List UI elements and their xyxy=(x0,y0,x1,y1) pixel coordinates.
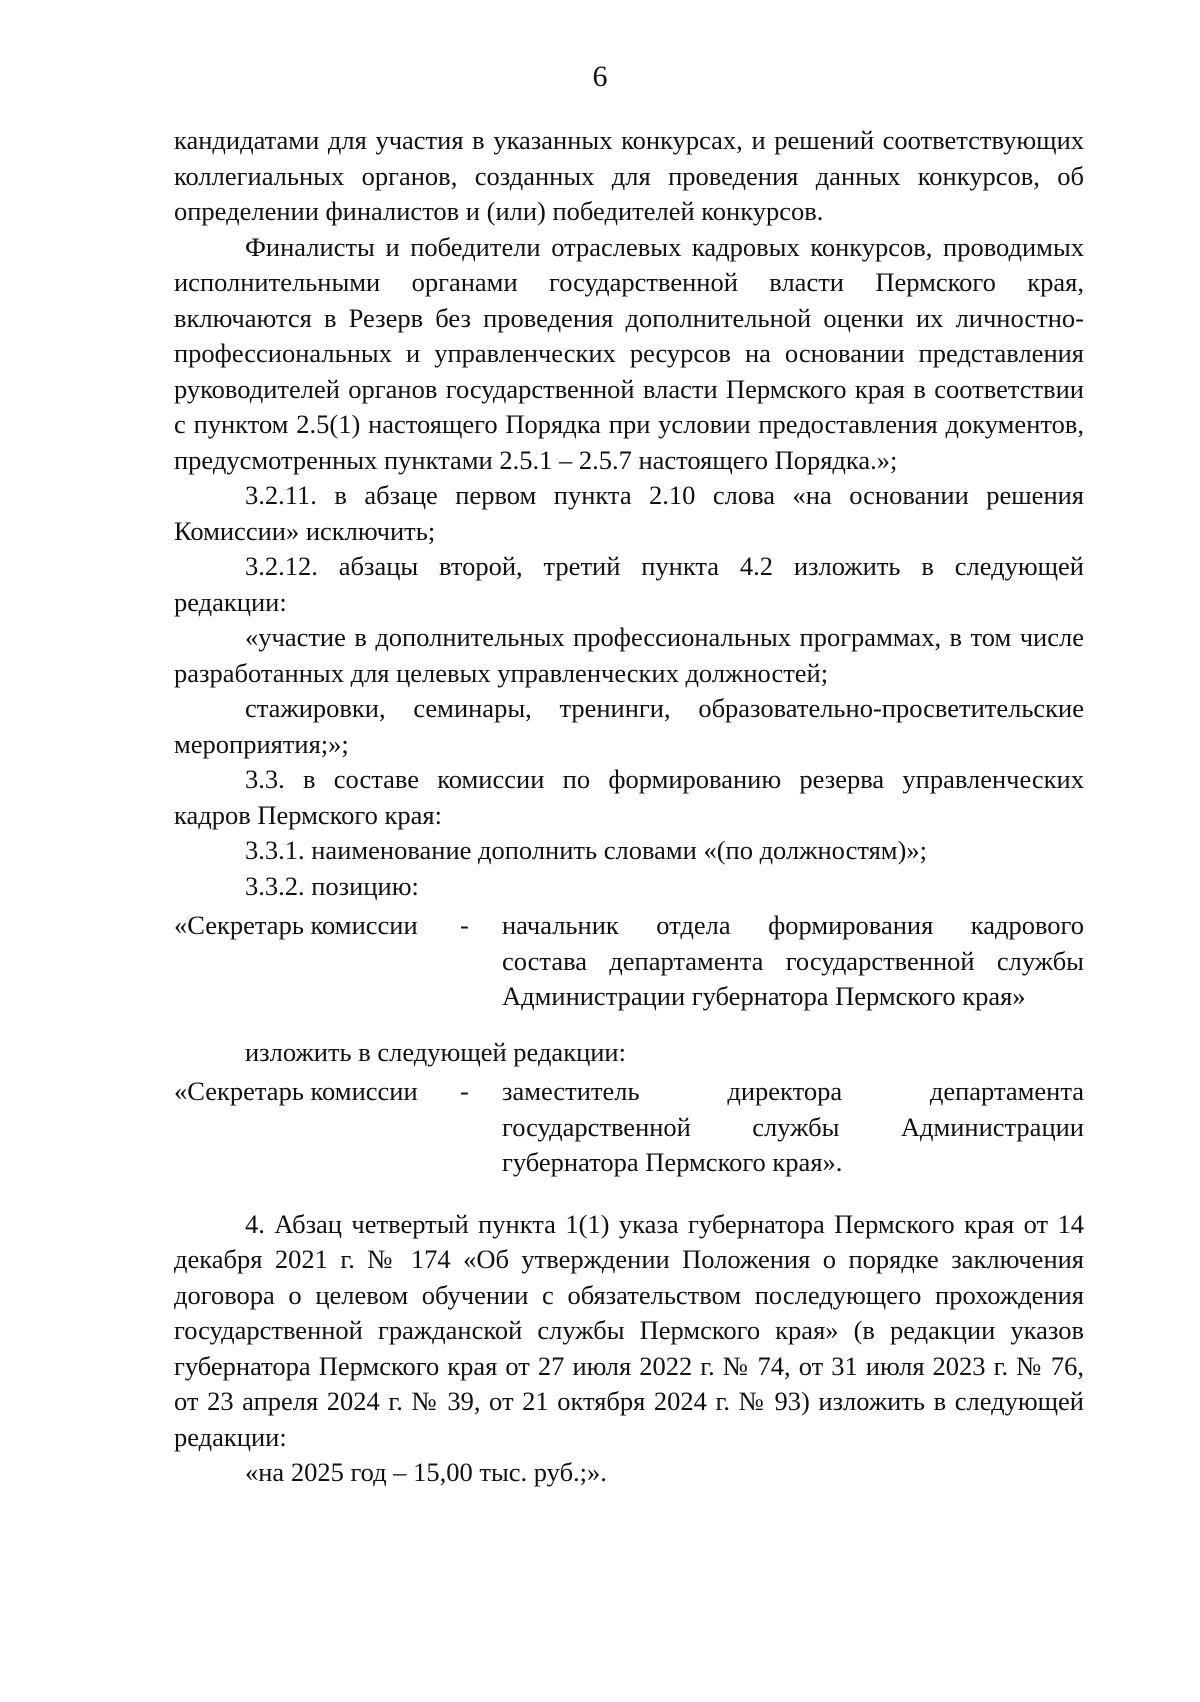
document-body xyxy=(174,123,1084,1491)
paragraph-participation: «участие в дополнительных профессиональных программах, в том числе разработанных для целевых управленческих должностей; xyxy=(174,622,1084,688)
paragraph-3-3-1: 3.3.1. наименование дополнить словами «(по должностям)»; xyxy=(245,835,927,865)
position-new-line: заместитель директора департамента xyxy=(502,1076,1084,1106)
position-old-line: начальник отдела формирования кадрового xyxy=(502,910,1084,940)
paragraph-3-3: 3.3. в составе комиссии по формированию резерва управленческих кадров Пермского края: xyxy=(174,764,1084,830)
position-old-title: «Секретарь комиссии xyxy=(174,910,418,940)
page-number: 6 xyxy=(592,60,608,93)
paragraph-finalists: Финалисты и победители отраслевых кадровых конкурсов, проводимых исполнительными органами государственной власти Пермского края, включаются в Резерв без проведения дополнительной оценки их личностно-профессиональных и управленческих ресурсов на основании представления руководителей органов государственной власти Пермского края в соответствии с пунктом 2.5(1) настоящего Порядка при условии предоставления документов, предусмотренных пунктами 2.5.1 – 2.5.7 настоящего Порядка.»; xyxy=(174,231,1084,475)
position-new-dash: - xyxy=(460,1076,469,1106)
paragraph-3-3-2: 3.3.2. позицию: xyxy=(245,870,419,901)
position-old xyxy=(174,908,1084,1015)
paragraph-4: 4. Абзац четвертый пункта 1(1) указа губернатора Пермского края от 14 декабря 2021 г. № 174 «Об утверждении Положения о порядке заключения договора о целевом обучении с обязательством последующего прохождения государственной гражданской службы Пермского края» (в редакции указов губернатора Пермского края от 27 июля 2022 г. № 74, от 31 июля 2023 г. № 76, от 23 апреля 2024 г. № 39, от 21 октября 2024 г. № 93) изложить в следующей редакции: xyxy=(174,1208,1084,1452)
position-new-title: «Секретарь комиссии xyxy=(174,1076,418,1106)
position-new xyxy=(174,1074,1084,1181)
position-old-dash: - xyxy=(460,910,469,940)
paragraph-new-edition: изложить в следующей редакции: xyxy=(245,1036,626,1067)
position-new-description xyxy=(502,1074,1084,1181)
paragraph-3-2-11: 3.2.11. в абзаце первом пункта 2.10 слова «на основании решения Комиссии» исключить; xyxy=(174,480,1084,546)
position-old-description xyxy=(502,908,1084,1015)
position-old-line: состава департамента государственной службы xyxy=(502,945,1084,976)
paragraph-internships: стажировки, семинары, тренинги, образовательно-просветительские мероприятия;»; xyxy=(174,693,1084,759)
paragraph-continuation: кандидатами для участия в указанных конкурсах, и решений соответствующих коллегиальных органов, созданных для проведения данных конкурсов, об определении финалистов и (или) победителей конкурсов. xyxy=(174,125,1084,226)
position-old-line: Администрации губернатора Пермского края» xyxy=(502,981,1026,1011)
paragraph-3-2-12: 3.2.12. абзацы второй, третий пункта 4.2 изложить в следующей редакции: xyxy=(174,551,1084,617)
position-new-line: государственной службы Администрации xyxy=(502,1111,1084,1142)
position-new-line: губернатора Пермского края». xyxy=(502,1147,843,1177)
paragraph-amount: «на 2025 год – 15,00 тыс. руб.;». xyxy=(245,1457,607,1487)
